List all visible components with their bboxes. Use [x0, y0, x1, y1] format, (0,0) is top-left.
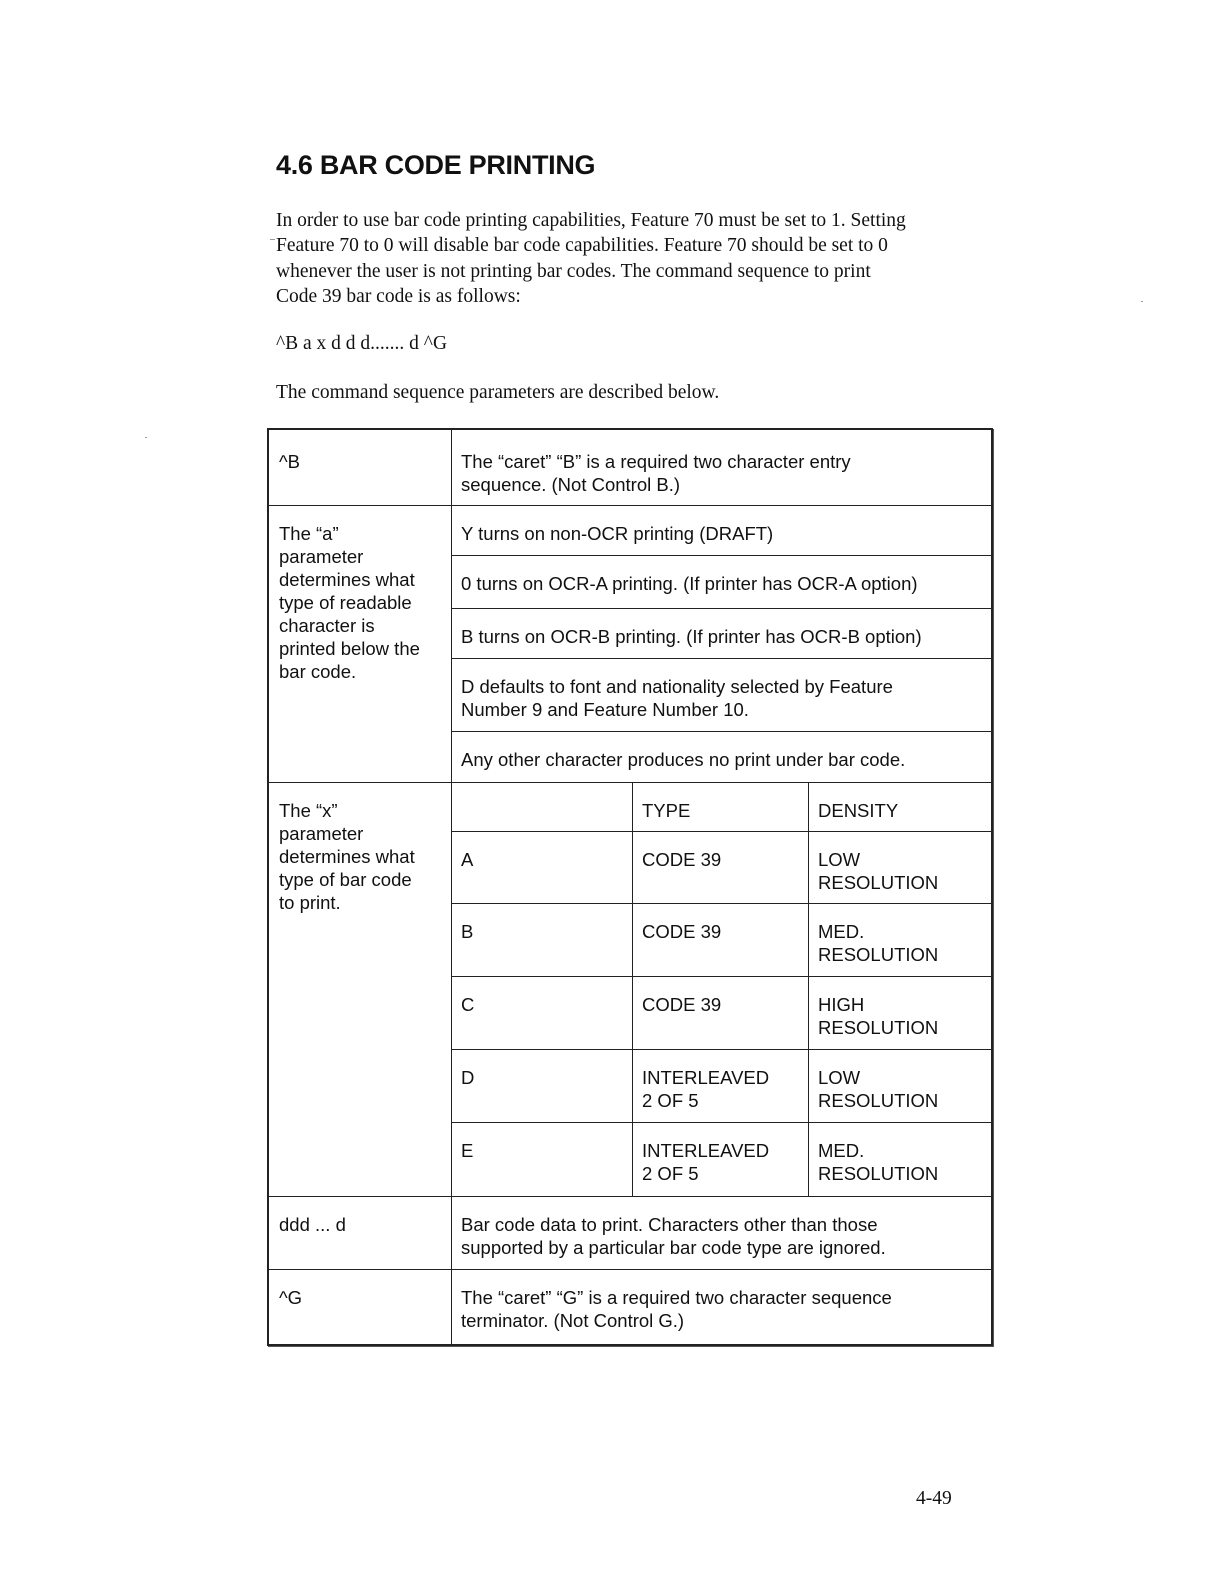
a-option-other: Any other character produces no print under bar code. — [461, 749, 906, 770]
x-row-c-type — [632, 993, 808, 1016]
density-line: MED. — [818, 1140, 865, 1161]
params-intro: The command sequence parameters are described below. — [276, 382, 720, 403]
desc-line: The “caret” “G” is a required two character sequence — [461, 1287, 892, 1308]
a-option-b: B turns on OCR-B printing. (If printer has OCR-B option) — [461, 626, 922, 647]
density-line: RESOLUTION — [818, 1017, 939, 1038]
x-row-d-code: D — [461, 1067, 475, 1088]
type-line: 2 OF 5 — [642, 1090, 699, 1111]
option-line: Number 9 and Feature Number 10. — [461, 699, 749, 720]
desc-line: terminator. (Not Control G.) — [461, 1310, 685, 1331]
x-row-a-type — [632, 848, 808, 871]
desc-caret-b — [451, 450, 991, 496]
row-divider — [451, 658, 991, 659]
x-row-a-density — [808, 848, 991, 894]
row-divider — [451, 903, 991, 904]
label-line: parameter — [279, 823, 364, 844]
label-line: bar code. — [279, 661, 357, 682]
row-divider — [451, 555, 991, 556]
label-line: character is — [279, 615, 375, 636]
x-row-d-density — [808, 1066, 991, 1112]
column-divider — [451, 430, 452, 1344]
density-line: RESOLUTION — [818, 872, 939, 893]
x-header-type: TYPE — [642, 800, 691, 821]
param-caret-b: ^B — [279, 451, 301, 472]
row-divider — [451, 976, 991, 977]
x-row-e-type — [632, 1139, 808, 1185]
label-line: The “a” — [279, 523, 339, 544]
x-row-b-code: B — [461, 921, 474, 942]
density-line: MED. — [818, 921, 865, 942]
label-line: determines what — [279, 569, 415, 590]
desc-line: The “caret” “B” is a required two character entry — [461, 451, 851, 472]
desc-line: Bar code data to print. Characters other than those — [461, 1214, 878, 1235]
x-header-density: DENSITY — [818, 800, 899, 821]
row-divider — [451, 731, 991, 732]
x-row-c-code: C — [461, 994, 475, 1015]
param-data: ddd ... d — [279, 1214, 346, 1235]
x-row-d-type — [632, 1066, 808, 1112]
row-divider — [451, 1049, 991, 1050]
label-line: to print. — [279, 892, 341, 913]
row-divider — [269, 782, 991, 783]
type-line: CODE 39 — [642, 849, 722, 870]
column-divider — [632, 782, 633, 1196]
density-line: LOW — [818, 849, 861, 870]
label-line: determines what — [279, 846, 415, 867]
type-line: 2 OF 5 — [642, 1163, 699, 1184]
scan-speck — [1141, 301, 1143, 302]
param-a-label — [269, 522, 451, 683]
x-row-e-density — [808, 1139, 991, 1185]
type-line: INTERLEAVED — [642, 1067, 770, 1088]
param-caret-g: ^G — [279, 1287, 303, 1308]
density-line: RESOLUTION — [818, 1090, 939, 1111]
label-line: parameter — [279, 546, 364, 567]
label-line: type of bar code — [279, 869, 412, 890]
label-line: printed below the — [279, 638, 420, 659]
type-line: CODE 39 — [642, 921, 722, 942]
desc-line: sequence. (Not Control B.) — [461, 474, 681, 495]
intro-paragraph — [276, 208, 996, 309]
column-divider — [808, 782, 809, 1196]
x-row-b-density — [808, 920, 991, 966]
command-sequence: ^B a x d d d....... d ^G — [276, 333, 448, 354]
page-number: 4-49 — [916, 1488, 952, 1509]
scan-speck — [145, 437, 147, 438]
density-line: RESOLUTION — [818, 1163, 939, 1184]
option-line: D defaults to font and nationality selected by Feature — [461, 676, 893, 697]
a-option-y: Y turns on non-OCR printing (DRAFT) — [461, 523, 774, 544]
type-line: INTERLEAVED — [642, 1140, 770, 1161]
parameter-table — [267, 428, 993, 1346]
a-option-0: 0 turns on OCR-A printing. (If printer has OCR-A option) — [461, 573, 918, 594]
param-x-label — [269, 799, 451, 914]
type-line: CODE 39 — [642, 994, 722, 1015]
scan-speck — [270, 239, 275, 240]
row-divider — [269, 1196, 991, 1197]
desc-caret-g — [451, 1286, 991, 1332]
row-divider — [269, 1269, 991, 1270]
intro-line: whenever the user is not printing bar codes. The command sequence to print — [276, 260, 871, 282]
row-divider — [269, 505, 991, 506]
density-line: LOW — [818, 1067, 861, 1088]
intro-line: In order to use bar code printing capabilities, Feature 70 must be set to 1. Setting — [276, 210, 906, 231]
density-line: RESOLUTION — [818, 944, 939, 965]
label-line: The “x” — [279, 800, 338, 821]
x-row-e-code: E — [461, 1140, 474, 1161]
row-divider — [451, 608, 991, 609]
x-row-c-density — [808, 993, 991, 1039]
desc-data — [451, 1213, 991, 1259]
a-option-d — [451, 675, 991, 721]
intro-line: Feature 70 to 0 will disable bar code capabilities. Feature 70 should be set to 0 — [276, 235, 888, 257]
desc-line: supported by a particular bar code type are ignored. — [461, 1237, 886, 1258]
row-divider — [451, 831, 991, 832]
x-row-a-code: A — [461, 849, 474, 870]
row-divider — [451, 1122, 991, 1123]
x-row-b-type — [632, 920, 808, 943]
section-heading: 4.6 BAR CODE PRINTING — [276, 150, 596, 180]
density-line: HIGH — [818, 994, 865, 1015]
label-line: type of readable — [279, 592, 412, 613]
intro-line: Code 39 bar code is as follows: — [276, 285, 521, 307]
